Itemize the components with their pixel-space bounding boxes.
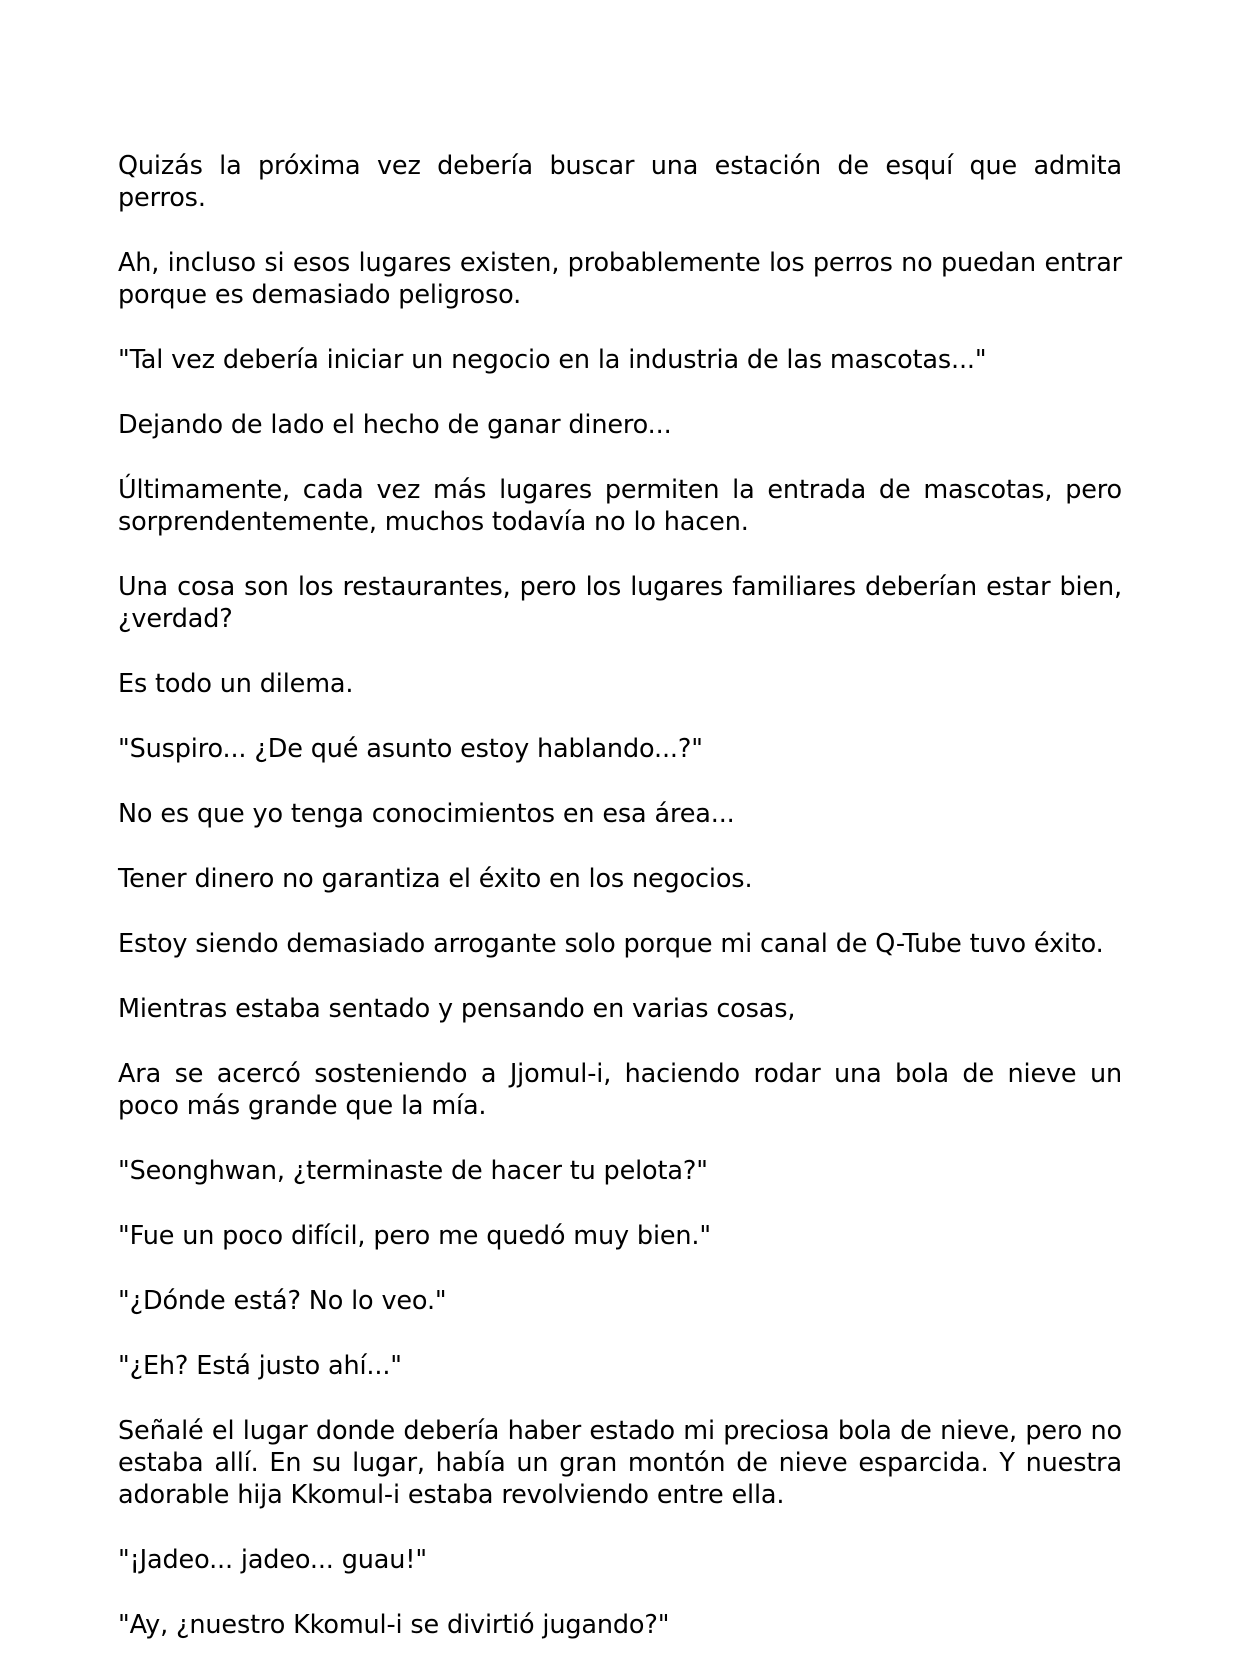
- paragraph: Tener dinero no garantiza el éxito en los negocios.: [118, 864, 753, 894]
- paragraph: Ara se acercó sosteniendo a Jjomul-i, haciendo rodar una bola de nieve un poco más grande que la mía.: [118, 1059, 1122, 1121]
- paragraph: Una cosa son los restaurantes, pero los lugares familiares deberían estar bien, ¿verdad?: [118, 572, 1122, 634]
- paragraph: Dejando de lado el hecho de ganar dinero...: [118, 410, 672, 440]
- paragraph: "Seonghwan, ¿terminaste de hacer tu pelota?": [118, 1156, 708, 1186]
- paragraph: "Suspiro... ¿De qué asunto estoy hablando...?": [118, 734, 703, 764]
- paragraph: "¡Jadeo... jadeo... guau!": [118, 1545, 427, 1575]
- paragraph: No es que yo tenga conocimientos en esa área...: [118, 799, 735, 829]
- paragraph: Últimamente, cada vez más lugares permiten la entrada de mascotas, pero sorprendentemente, muchos todavía no lo hacen.: [118, 475, 1122, 537]
- paragraph: "¿Eh? Está justo ahí...": [118, 1351, 402, 1381]
- paragraph: Es todo un dilema.: [118, 669, 354, 699]
- paragraph: Estoy siendo demasiado arrogante solo porque mi canal de Q-Tube tuvo éxito.: [118, 929, 1104, 959]
- paragraph: "Fue un poco difícil, pero me quedó muy bien.": [118, 1221, 711, 1251]
- document-page: [118, 150, 1122, 1674]
- paragraph: "¿Dónde está? No lo veo.": [118, 1286, 447, 1316]
- paragraph: "Tal vez debería iniciar un negocio en la industria de las mascotas...": [118, 345, 987, 375]
- paragraph: Ah, incluso si esos lugares existen, probablemente los perros no puedan entrar porque es demasiado peligroso.: [118, 248, 1122, 310]
- paragraph: Quizás la próxima vez debería buscar una estación de esquí que admita perros.: [118, 151, 1122, 213]
- paragraph: Mientras estaba sentado y pensando en varias cosas,: [118, 994, 796, 1024]
- paragraph: Señalé el lugar donde debería haber estado mi preciosa bola de nieve, pero no estaba allí. En su lugar, había un gran montón de nieve esparcida. Y nuestra adorable hija Kkomul-i estaba revolviendo entre ella.: [118, 1416, 1122, 1510]
- paragraph: "Ay, ¿nuestro Kkomul-i se divirtió jugando?": [118, 1610, 670, 1640]
